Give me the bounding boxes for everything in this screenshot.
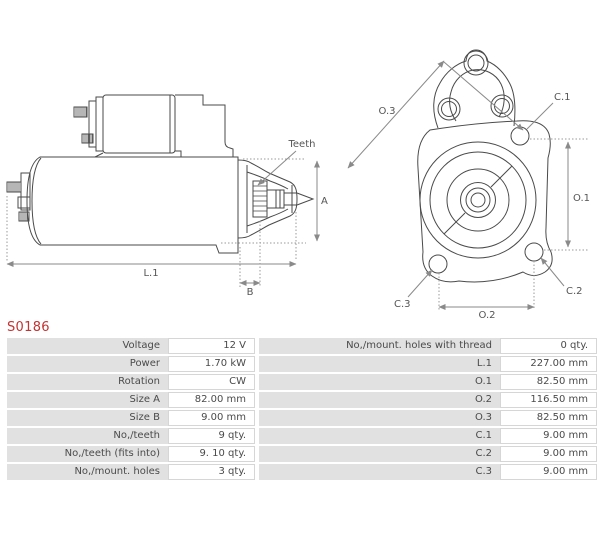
spec-value: 9 qty. (168, 428, 255, 444)
dim-label-o3: O.3 (378, 106, 396, 117)
dim-label-l1: L.1 (143, 268, 159, 279)
spec-label: C.2 (259, 446, 500, 462)
spec-value: 9.00 mm (500, 428, 597, 444)
dim-line-o3 (348, 61, 444, 168)
dim-label-a: A (321, 196, 328, 207)
side-view-drawing (7, 95, 328, 298)
spec-row (7, 356, 255, 372)
spec-row (7, 392, 255, 408)
spec-label: No,/mount. holes with thread (259, 338, 500, 354)
dim-label-o1: O.1 (573, 193, 591, 204)
dim-label-b: B (246, 287, 254, 298)
spec-row (7, 464, 255, 480)
spec-label: Size B (7, 410, 168, 426)
c3-leader-line (408, 270, 432, 297)
spec-row (7, 410, 255, 426)
spec-label: O.2 (259, 392, 500, 408)
motor-body-outline (27, 157, 238, 253)
spec-label: C.3 (259, 464, 500, 480)
spec-value: 82.00 mm (168, 392, 255, 408)
mount-hole-c1 (511, 127, 529, 145)
spec-label: Rotation (7, 374, 168, 390)
spec-label: O.3 (259, 410, 500, 426)
spec-value: 0 qty. (500, 338, 597, 354)
bell-left-hole (442, 102, 457, 117)
spec-label: Size A (7, 392, 168, 408)
spec-row (259, 428, 597, 444)
spec-label: Voltage (7, 338, 168, 354)
mount-hole-c2 (525, 243, 543, 261)
dim-label-c2: C.2 (566, 286, 583, 297)
spec-row (7, 374, 255, 390)
spec-row (259, 410, 597, 426)
spec-value: 9. 10 qty. (168, 446, 255, 462)
spec-table-left (7, 338, 255, 482)
flange-face-circle (420, 142, 536, 258)
spec-value: 9.00 mm (500, 464, 597, 480)
spec-value: 9.00 mm (168, 410, 255, 426)
part-number: S0186 (7, 320, 50, 335)
spec-value: 12 V (168, 338, 255, 354)
spec-value: 116.50 mm (500, 392, 597, 408)
spec-row (7, 428, 255, 444)
spec-row (259, 392, 597, 408)
spec-row (7, 338, 255, 354)
spec-label: No,/teeth (fits into) (7, 446, 168, 462)
c1-leader-line (527, 103, 553, 129)
spec-value: 1.70 kW (168, 356, 255, 372)
spec-label: L.1 (259, 356, 500, 372)
bell-top-hole (468, 55, 484, 71)
front-view-drawing (348, 50, 590, 320)
spec-label: No,/teeth (7, 428, 168, 444)
dim-label-c3: C.3 (394, 299, 411, 310)
spec-value: 3 qty. (168, 464, 255, 480)
spec-row (259, 374, 597, 390)
spec-label: No,/mount. holes (7, 464, 168, 480)
spec-value: CW (168, 374, 255, 390)
spec-tables (7, 338, 597, 482)
solenoid-body (103, 95, 175, 153)
teeth-leader-line (258, 151, 296, 185)
dim-label-o2: O.2 (478, 310, 496, 320)
spec-value: 9.00 mm (500, 446, 597, 462)
spec-row (259, 446, 597, 462)
spec-label: O.1 (259, 374, 500, 390)
spec-row (259, 356, 597, 372)
spec-row (7, 446, 255, 462)
spec-label: Power (7, 356, 168, 372)
spec-value: 82.50 mm (500, 410, 597, 426)
teeth-label: Teeth (288, 139, 316, 150)
spec-label: C.1 (259, 428, 500, 444)
spec-row (259, 338, 597, 354)
dim-label-c1: C.1 (554, 92, 571, 103)
spec-table-right (259, 338, 597, 482)
spec-value: 227.00 mm (500, 356, 597, 372)
spec-row (259, 464, 597, 480)
spec-value: 82.50 mm (500, 374, 597, 390)
